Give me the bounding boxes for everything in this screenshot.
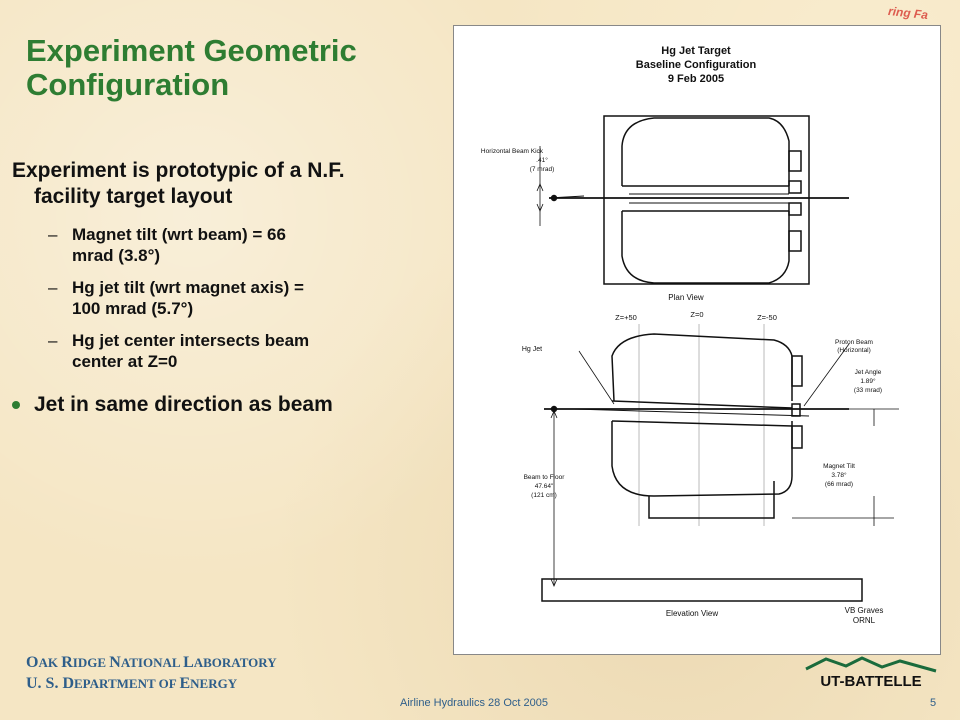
plan-view [537,116,849,284]
bullet-dot-icon [12,401,20,409]
z-plus-label: Z=+50 [615,313,637,322]
magnet-tilt-mrad: (66 mrad) [824,481,854,488]
sub-point-text: Hg jet center intersects beam [72,331,310,350]
dash-icon: – [48,278,58,297]
z-minus-label: Z=-50 [757,313,777,322]
org-line1: OAK RIDGE NATIONAL LABORATORY [26,654,277,671]
bullet-point-text: Jet in same direction as beam [34,393,333,416]
corner-text: ring Fa [887,3,929,23]
jet-angle-label: Jet Angle [854,369,882,376]
horizontal-beam-kick-label: Horizontal Beam Kick [480,148,544,155]
proton-beam-sub: (Horizontal) [837,347,871,354]
main-point-line1: Experiment is prototypic of a N.F. [12,159,345,182]
elevation-view-label: Elevation View [665,609,719,618]
bullet-point [12,392,452,418]
diagram-title-line3: 9 Feb 2005 [667,73,725,85]
horizontal-beam-kick-value: .41° [536,157,548,164]
svg-text:UT-BATTELLE: UT-BATTELLE [820,673,922,690]
sub-point-list [12,224,452,372]
slide-title: Experiment Geometric Configuration [26,33,357,102]
main-point-line2: facility target layout [34,185,233,208]
magnet-tilt-label: Magnet Tilt [823,463,855,470]
beam-to-floor-value: 47.64" [534,483,554,490]
hg-jet-label: Hg Jet [521,346,543,353]
sub-point-text: 100 mrad (5.7°) [72,299,194,318]
proton-beam-label: Proton Beam [835,339,873,346]
sub-point [12,224,452,266]
plan-view-label: Plan View [668,293,704,302]
author-line1: VB Graves [844,606,884,615]
sub-point [12,277,452,319]
author-line2: ORNL [852,616,876,625]
sub-point-text: center at Z=0 [72,352,178,371]
sub-point [12,330,452,372]
beam-to-floor-cm: (121 cm) [531,492,557,499]
beam-to-floor-label: Beam to Floor [523,474,565,481]
horizontal-beam-kick-mrad: (7 mrad) [529,166,555,173]
target-diagram-figure [453,25,941,655]
main-point [12,158,452,210]
z-zero-label: Z=0 [690,310,704,319]
footer-text: Airline Hydraulics 28 Oct 2005 [400,697,548,709]
target-diagram [454,26,940,654]
page-number: 5 [930,697,937,709]
dash-icon: – [48,331,58,350]
jet-angle-mrad: (33 mrad) [853,387,883,394]
magnet-tilt-value: 3.78° [831,472,847,479]
slide-content [12,158,452,418]
sub-point-text: Magnet tilt (wrt beam) = 66 [72,225,286,244]
diagram-title-line2: Baseline Configuration [635,59,757,71]
organization-name [26,652,277,694]
sub-point-text: mrad (3.8°) [72,246,161,265]
org-line2: U. S. DEPARTMENT OF ENERGY [26,675,238,692]
jet-angle-value: 1.89° [860,378,876,385]
dash-icon: – [48,225,58,244]
ut-battelle-logo [804,655,938,691]
sub-point-text: Hg jet tilt (wrt magnet axis) = [72,278,304,297]
diagram-title-line1: Hg Jet Target [661,45,731,57]
